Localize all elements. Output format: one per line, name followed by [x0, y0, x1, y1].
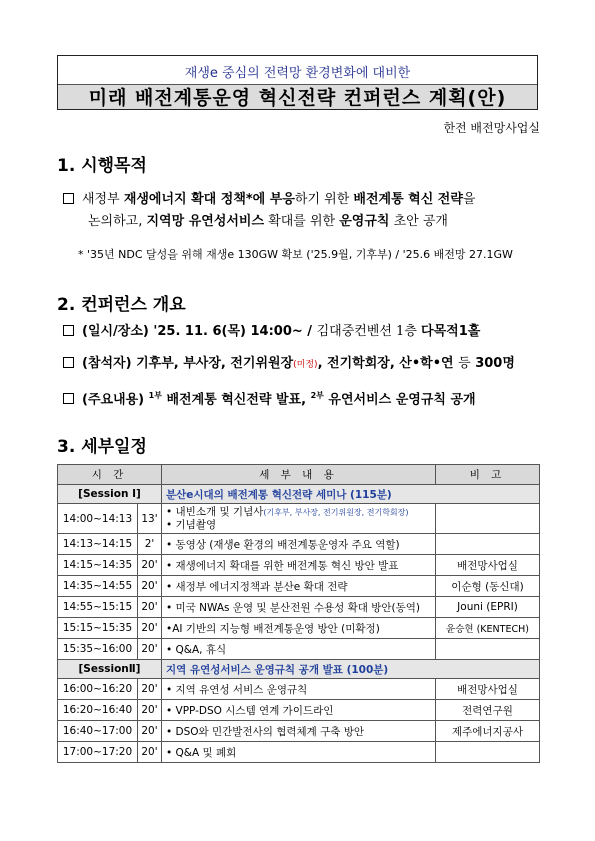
table-row: 14:55~15:15 20' • 미국 NWAs 운영 및 분산전원 수용성 확대 방안(동역) Jouni (EPRI)	[58, 597, 540, 618]
table-row: 16:00~16:20 20' • 지역 유연성 서비스 운영규칙 배전망사업실	[58, 679, 540, 700]
document-subtitle: 재생e 중심의 전력망 환경변화에 대비한	[184, 66, 411, 81]
overview-datetime: (일시/장소) '25. 11. 6(목) 14:00~ / 김대중컨벤션 1층 다목적1홀	[63, 324, 480, 340]
purpose-line1: 새정부 재생에너지 확대 정책*에 부응하기 위한 배전계통 혁신 전략을	[63, 192, 475, 208]
session2-row: [SessionⅡ] 지역 유연성서비스 운영규칙 공개 발표 (100분)	[58, 660, 540, 679]
purpose-line2: 논의하고, 지역망 유연성서비스 확대를 위한 운영규칙 초안 공개	[88, 214, 448, 229]
table-header-row	[58, 465, 540, 485]
title-box	[57, 55, 538, 110]
table-row: 14:13~14:15 2' • 동영상 (재생e 환경의 배전계통운영자 주요 역할)	[58, 534, 540, 555]
checkbox-icon	[63, 325, 74, 336]
table-row: 15:15~15:35 20' •AI 기반의 지능형 배전계통운영 방안 (미확정) 윤승현 (KENTECH)	[58, 618, 540, 639]
schedule-table	[57, 464, 540, 763]
checkbox-icon	[63, 193, 74, 204]
table-row: 16:20~16:40 20' • VPP-DSO 시스템 연계 가이드라인 전력연구원	[58, 700, 540, 721]
checkbox-icon	[63, 393, 74, 404]
purpose-footnote: * '35년 NDC 달성을 위해 재생e 130GW 확보 ('25.9월, 기후부) / '25.6 배전망 27.1GW	[78, 248, 513, 261]
section3-heading: 3. 세부일정	[57, 437, 147, 457]
header-time: 시 간	[58, 465, 162, 485]
table-row: 14:35~14:55 20' • 새정부 에너지정책과 분산e 확대 전략 이순형 (동신대)	[58, 576, 540, 597]
checkbox-icon	[63, 357, 74, 368]
document-title: 미래 배전계통운영 혁신전략 컨퍼런스 계획(안)	[88, 87, 507, 109]
section2-heading: 2. 컨퍼런스 개요	[57, 295, 186, 315]
section1-heading: 1. 시행목적	[57, 156, 147, 176]
table-row: 15:35~16:00 20' • Q&A, 휴식	[58, 639, 540, 660]
table-row: 17:00~17:20 20' • Q&A 및 폐회	[58, 742, 540, 763]
overview-contents: (주요내용) $^{1부}$ 배전계통 혁신전략 발표, $^{2부}$ 유연서비스 운영규칙 공개	[63, 388, 476, 408]
header-content: 세 부 내 용	[162, 465, 436, 485]
session1-row: [Session Ⅰ] 분산e시대의 배전계통 혁신전략 세미나 (115분)	[58, 485, 540, 504]
department-label: 한전 배전망사업실	[443, 121, 540, 135]
table-row: 14:15~14:35 20' • 재생에너지 확대를 위한 배전계통 혁신 방안 발표 배전망사업실	[58, 555, 540, 576]
overview-attendees: (참석자) 기후부, 부사장, 전기위원장(미정), 전기학회장, 산•학•연 등 300명	[63, 356, 515, 373]
header-note: 비 고	[436, 465, 540, 485]
table-row: 14:00~14:13 13' • 내빈소개 및 기념사(기후부, 부사장, 전기위원장, 전기학회장) • 기념촬영	[58, 504, 540, 534]
table-row: 16:40~17:00 20' • DSO와 민간발전사의 협력체계 구축 방안 제주에너지공사	[58, 721, 540, 742]
